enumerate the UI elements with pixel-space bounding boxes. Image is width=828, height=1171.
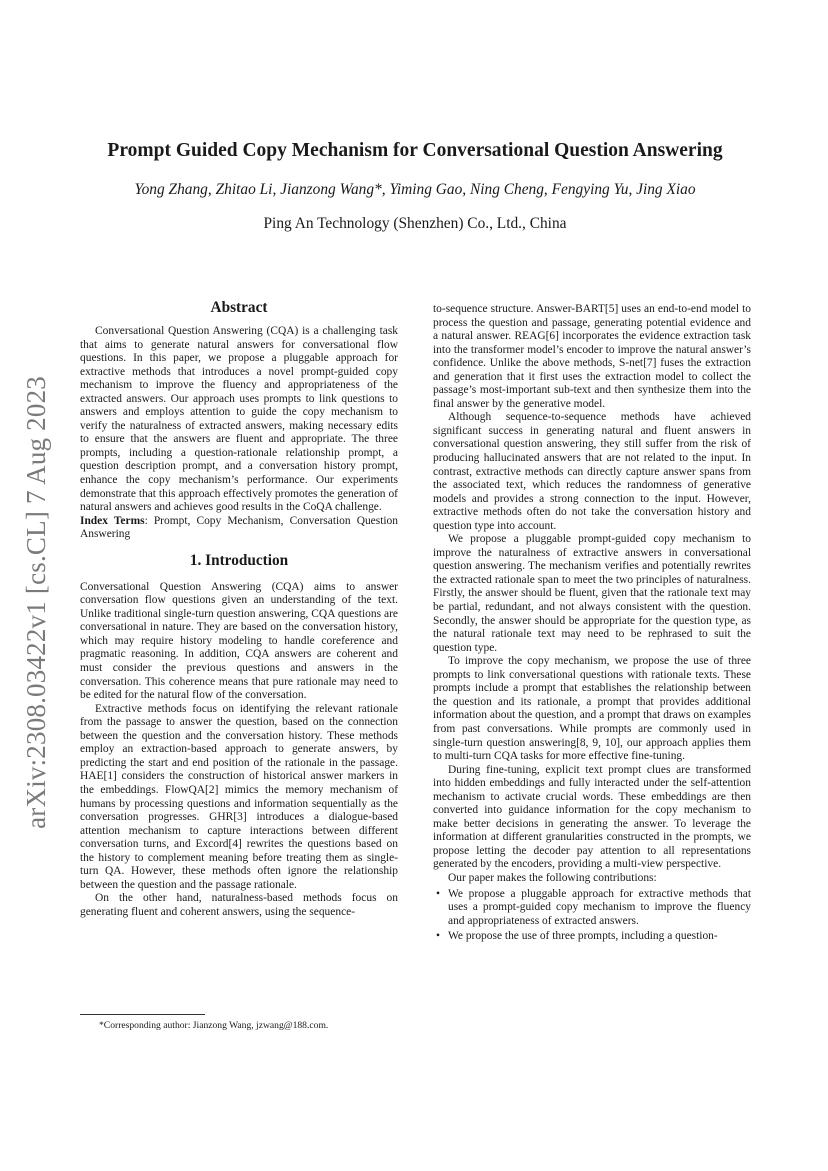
contribution-item <box>433 930 751 944</box>
introduction-heading: 1. Introduction <box>189 551 289 569</box>
arxiv-id: arXiv:2308.03422v1 [cs.CL] 7 Aug 2023 <box>20 375 51 829</box>
index-terms-text: : Prompt, Copy Mechanism, Conversation Question Answering <box>80 514 398 541</box>
bullet-dot: • <box>436 930 441 943</box>
left-column <box>80 299 398 919</box>
index-terms-label: Index Terms <box>80 514 145 527</box>
intro-paragraph-6: To improve the copy mechanism, we propose the use of three prompts to link conversational questions with rationale texts. These prompts include a prompt that establishes the relationship between the question and its rationale, a prompt that provides additional information about the question, and a prompt that draws on examples from past conversations. While prompts are commonly used in single-turn question answering[8, 9, 10], our approach applies them to multi-turn CQA tasks for more effective fine-tuning. <box>433 655 751 763</box>
contributions-list <box>433 888 751 944</box>
contributions-intro: Our paper makes the following contributions: <box>448 871 657 884</box>
intro-paragraph-4: Although sequence-to-sequence methods have achieved significant success in generating natural and fluent answers in conversational question answering, they still suffer from the risk of producing hallucinated answers that are not related to the input. In contrast, extractive methods can directly capture answer spans from the associated text, which reduces the randomness of generative models and provides a strong connection to the input. However, extractive methods often do not take the conversation history and question type into account. <box>433 411 751 532</box>
index-terms <box>80 515 398 542</box>
paper-title: Prompt Guided Copy Mechanism for Conversational Question Answering <box>107 140 723 161</box>
footnote-rule <box>80 1014 205 1015</box>
author-list: Yong Zhang, Zhitao Li, Jianzong Wang*, Yiming Gao, Ning Cheng, Fengying Yu, Jing Xiao <box>134 181 696 198</box>
right-column <box>433 303 751 946</box>
intro-paragraph-5: We propose a pluggable prompt-guided copy mechanism to improve the naturalness of extractive answers in conversational question answering. The mechanism verifies and potentially rewrites the extracted rationale span to meet the two principles of naturalness. Firstly, the answer should be fluent, given that the rationale text may be partial, redundant, and not always consistent with the question. Secondly, the answer should be appropriate for the question type, as the natural rationale text may need to be rephrased to suit the question type. <box>433 533 751 654</box>
contribution-text: We propose the use of three prompts, including a question- <box>448 930 718 943</box>
footnote <box>80 1014 398 1032</box>
footnote-text: *Corresponding author: Jianzong Wang, jzwang@188.com. <box>99 1020 329 1031</box>
intro-paragraph-3: On the other hand, naturalness-based methods focus on generating fluent and coherent answers, using the sequence- <box>80 892 398 918</box>
intro-paragraph-3-continued: to-sequence structure. Answer-BART[5] uses an end-to-end model to process the question and passage, generating potential evidence and a natural answer. REAG[6] incorporates the evidence extraction task into the transformer model’s encoder to improve the natural answer’s confidence. Unlike the above methods, S-net[7] fuses the extraction and generation that it first uses the extraction model to collect the passage’s most-important sub-text and then synthesize them into the final answer by the generative model. <box>433 303 751 410</box>
arxiv-sidebar-stamp <box>18 368 54 836</box>
intro-paragraph-7: During fine-tuning, explicit text prompt clues are transformed into hidden embeddings and fully interacted under the self-attention mechanism to activate crucial words. These embeddings are then converted into guidance information for the copy mechanism to make better decisions in generating the answer. To leverage the information at different granularities constructed in the prompts, we propose letting the decoder pay attention to all representations generated by the encoders, providing a multi-view perspective. <box>433 763 751 871</box>
affiliation: Ping An Technology (Shenzhen) Co., Ltd., China <box>263 215 567 232</box>
abstract-text: Conversational Question Answering (CQA) is a challenging task that aims to generate natural answers for conversational flow questions. In this paper, we propose a pluggable approach for extractive methods that introduces a novel prompt-guided copy mechanism to improve the fluency and appropriateness of the extracted answers. Our approach uses prompts to link questions to answers and employs attention to guide the copy mechanism to verify the naturalness of extracted answers, making necessary edits to ensure that the answers are fluent and appropriate. The three prompts, including a question-rationale relationship prompt, a question description prompt, and a conversation history prompt, enhance the copy mechanism’s performance. Our experiments demonstrate that this approach effectively promotes the generation of natural answers and achieves good results in the CoQA challenge. <box>80 325 398 514</box>
contribution-item <box>433 888 751 929</box>
intro-paragraph-1: Conversational Question Answering (CQA) aims to answer conversation flow questions given an understanding of the text. Unlike traditional single-turn question answering, CQA questions are conversational in nature. They are based on the conversation history, which may require history modeling to handle coreference and pragmatic reasoning. In addition, CQA answers are coherent and must consider the previous questions and answers in the conversation. This coherence means that pure rationale may need to be edited for the natural flow of the conversation. <box>80 580 398 702</box>
abstract-heading: Abstract <box>210 299 268 316</box>
bullet-dot: • <box>436 887 441 900</box>
contribution-text: We propose a pluggable approach for extractive methods that uses a prompt-guided copy mechanism to improve the fluency and appropriateness of extracted answers. <box>448 887 751 927</box>
intro-paragraph-2: Extractive methods focus on identifying the relevant rationale from the passage to answer the question, based on the connection between the question and the conversation history. These methods employ an extraction-based approach to generate answers, by predicting the start and end position of the rationale in the passage. HAE[1] considers the construction of historical answer markers in the embeddings. FlowQA[2] mimics the memory mechanism of humans by processing questions and information sequentially as the conversation progresses. GHR[3] introduces a dialogue-based attention mechanism to capture interactions between different conversation turns, and Excord[4] rewrites the questions based on the history to complement meaning before treating them as single-turn QA. However, these methods often ignore the relationship between the question and the passage rationale. <box>80 702 398 891</box>
